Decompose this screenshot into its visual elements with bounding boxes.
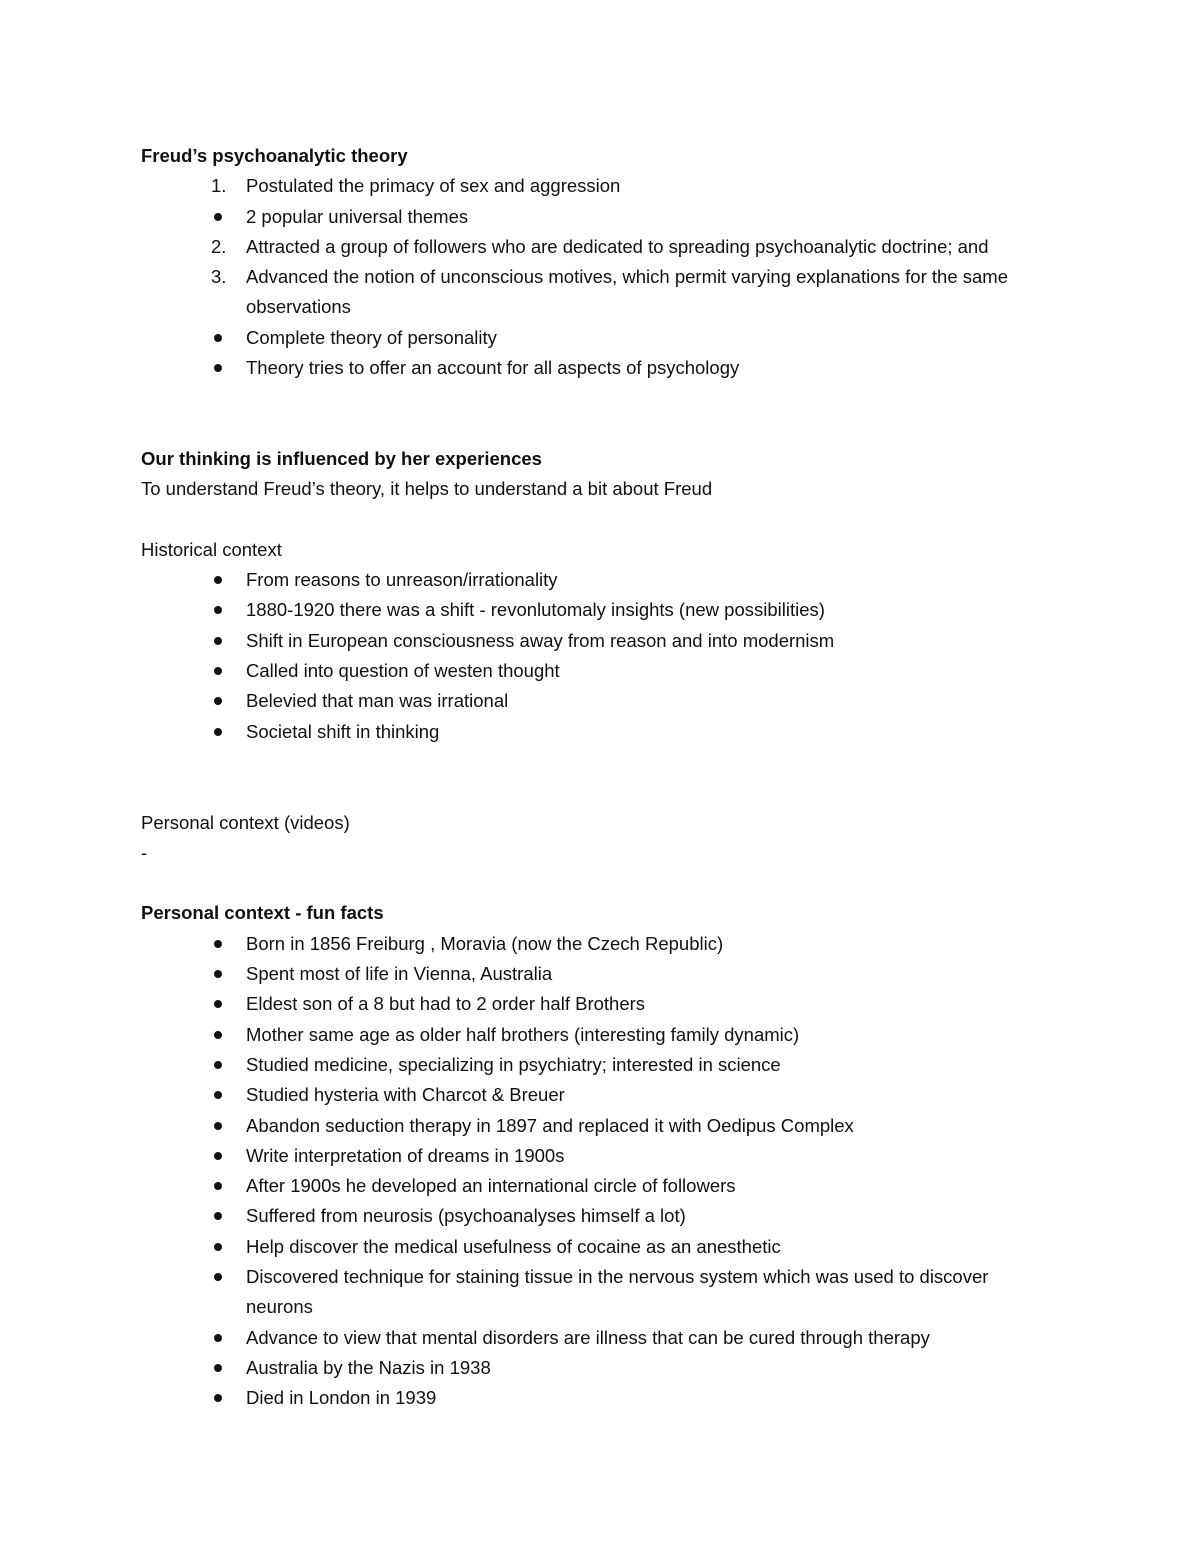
- list-item-text: Suffered from neurosis (psychoanalyses himself a lot): [246, 1205, 686, 1227]
- list-item: [141, 929, 1061, 959]
- list-item: [141, 1141, 1061, 1171]
- list-item: [141, 595, 1061, 625]
- list-item-text: From reasons to unreason/irrationality: [246, 569, 558, 591]
- bullet-icon: [214, 213, 222, 221]
- list-item-text: Died in London in 1939: [246, 1387, 437, 1409]
- list-item-text: 1880-1920 there was a shift - revonlutomaly insights (new possibilities): [246, 599, 825, 621]
- bullet-icon: [214, 1182, 222, 1190]
- list-item-text: Postulated the primacy of sex and aggression: [246, 175, 621, 197]
- section-heading-thinking-influenced: Our thinking is influenced by her experiences: [141, 447, 542, 469]
- list-item-text: Australia by the Nazis in 1938: [246, 1356, 491, 1378]
- list-item: [141, 1050, 1061, 1080]
- list-item: [141, 717, 1061, 747]
- list-item: [141, 1232, 1061, 1262]
- bullet-icon: [214, 1031, 222, 1039]
- bullet-icon: [214, 1152, 222, 1160]
- section-heading-fun-facts: Personal context - fun facts: [141, 902, 384, 924]
- list-item-text: Advanced the notion of unconscious motives, which permit varying explanations for the same observations: [246, 266, 1008, 318]
- list-item: [141, 1262, 1046, 1323]
- list-item-text: Abandon seduction therapy in 1897 and replaced it with Oedipus Complex: [246, 1114, 854, 1136]
- list-item-text: 2 popular universal themes: [246, 205, 469, 227]
- list-item-text: Belevied that man was irrational: [246, 690, 509, 712]
- list-item: [141, 353, 1061, 383]
- list-item-text: Societal shift in thinking: [246, 720, 440, 742]
- list-item: [141, 959, 1061, 989]
- list-item: [141, 656, 1061, 686]
- dash-text: -: [141, 841, 148, 863]
- list-item: [141, 232, 1061, 262]
- list-item: [141, 1323, 1061, 1353]
- section-heading-personal-context-videos: Personal context (videos): [141, 811, 350, 833]
- section-heading-psychoanalytic-theory: Freud’s psychoanalytic theory: [141, 145, 408, 166]
- list-item-text: Born in 1856 Freiburg , Moravia (now the Czech Republic): [246, 932, 724, 954]
- bullet-icon: [214, 1394, 222, 1402]
- bullet-icon: [214, 334, 222, 342]
- bullet-icon: [214, 1273, 222, 1281]
- list-item-text: Shift in European consciousness away from reason and into modernism: [246, 629, 835, 651]
- list-number: 1.: [211, 175, 227, 197]
- bullet-icon: [214, 1091, 222, 1099]
- bullet-icon: [214, 728, 222, 736]
- list-item: [141, 202, 1061, 232]
- paragraph-text: To understand Freud’s theory, it helps to understand a bit about Freud: [141, 478, 713, 500]
- list-item-text: Spent most of life in Vienna, Australia: [246, 963, 553, 985]
- bullet-icon: [214, 1334, 222, 1342]
- list-item: [141, 686, 1061, 716]
- list-number: 3.: [211, 266, 227, 288]
- list-item: [141, 323, 1061, 353]
- bullet-icon: [214, 667, 222, 675]
- bullet-icon: [214, 606, 222, 614]
- list-item: [141, 1171, 1061, 1201]
- list-item: [141, 171, 1061, 201]
- document-page: [141, 141, 1061, 1413]
- bullet-icon: [214, 364, 222, 372]
- list-item: [141, 1080, 1061, 1110]
- list-item-text: Studied hysteria with Charcot & Breuer: [246, 1084, 565, 1106]
- list-item-text: Help discover the medical usefulness of cocaine as an anesthetic: [246, 1235, 781, 1257]
- list-item: [141, 1383, 1061, 1413]
- list-item: [141, 626, 1061, 656]
- bullet-icon: [214, 637, 222, 645]
- list-item-text: Attracted a group of followers who are dedicated to spreading psychoanalytic doctrine; and: [246, 235, 989, 257]
- bullet-icon: [214, 576, 222, 584]
- list-item: [141, 262, 1066, 323]
- list-item-text: Advance to view that mental disorders are illness that can be cured through therapy: [246, 1326, 930, 1348]
- bullet-icon: [214, 697, 222, 705]
- list-item-text: Write interpretation of dreams in 1900s: [246, 1144, 565, 1166]
- bullet-icon: [214, 940, 222, 948]
- list-item: [141, 1111, 1061, 1141]
- list-item: [141, 565, 1061, 595]
- list-item-text: Called into question of westen thought: [246, 660, 560, 682]
- list-item-text: Complete theory of personality: [246, 326, 497, 348]
- bullet-icon: [214, 1364, 222, 1372]
- list-item-text: Theory tries to offer an account for all aspects of psychology: [246, 357, 740, 379]
- bullet-icon: [214, 1122, 222, 1130]
- list-item-text: Mother same age as older half brothers (interesting family dynamic): [246, 1023, 800, 1045]
- list-item-text: Studied medicine, specializing in psychiatry; interested in science: [246, 1053, 781, 1075]
- bullet-icon: [214, 970, 222, 978]
- bullet-icon: [214, 1000, 222, 1008]
- list-item-text: Discovered technique for staining tissue in the nervous system which was used to discover neurons: [246, 1265, 989, 1318]
- bullet-icon: [214, 1212, 222, 1220]
- section-heading-historical-context: Historical context: [141, 538, 282, 560]
- list-item: [141, 1020, 1061, 1050]
- list-item: [141, 1201, 1061, 1231]
- bullet-icon: [214, 1061, 222, 1069]
- list-item: [141, 1353, 1061, 1383]
- list-item: [141, 989, 1061, 1019]
- list-number: 2.: [211, 235, 227, 257]
- list-item-text: Eldest son of a 8 but had to 2 order half Brothers: [246, 993, 646, 1015]
- bullet-icon: [214, 1243, 222, 1251]
- list-item-text: After 1900s he developed an international circle of followers: [246, 1175, 736, 1197]
